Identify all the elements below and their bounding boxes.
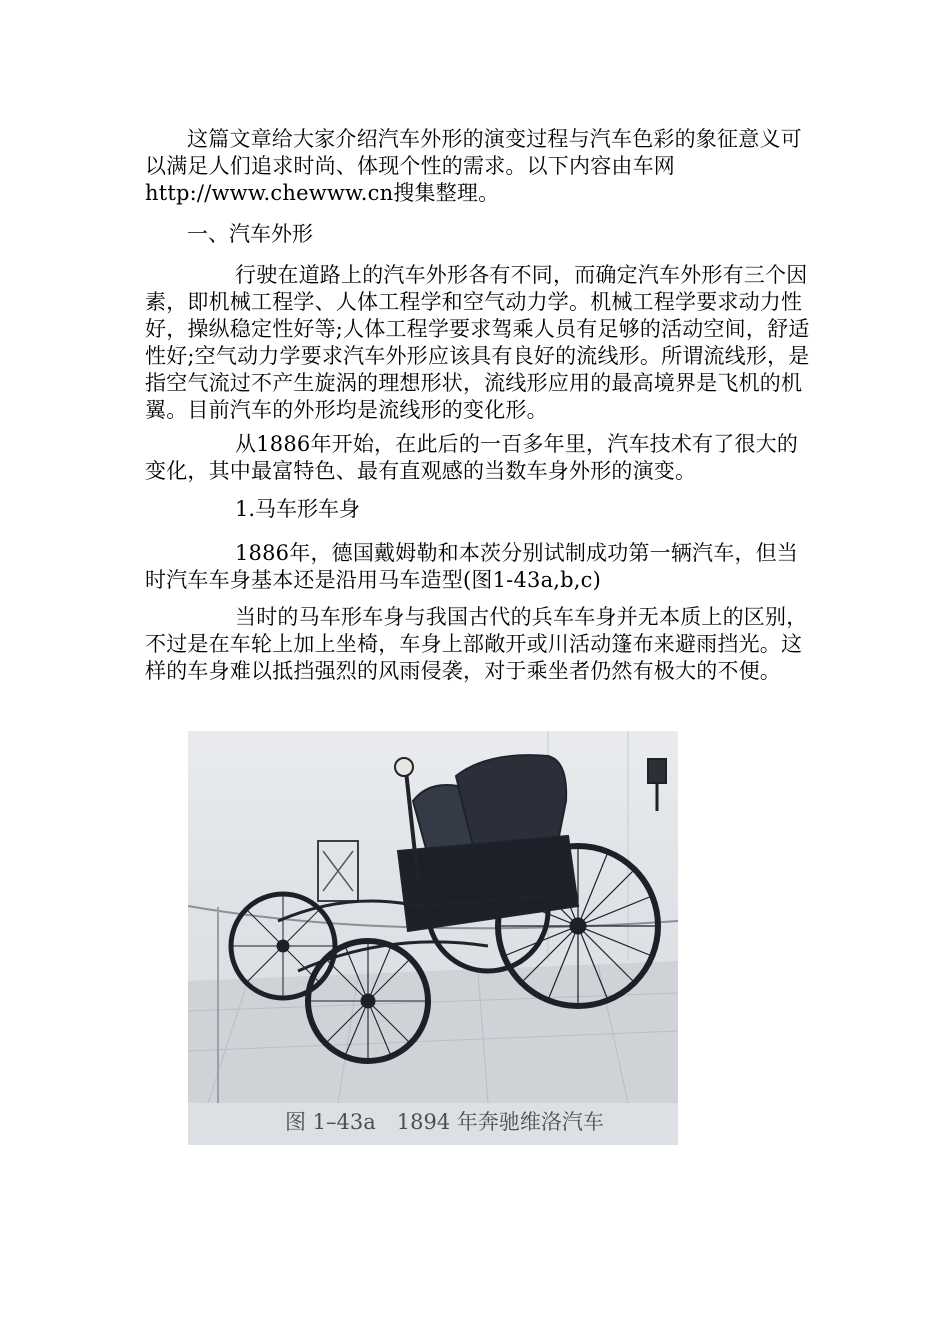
subheading-carriage-body: 1.马车形车身 [235,497,361,521]
vintage-car-photo [188,731,678,1145]
paragraph-3: 1886年，德国戴姆勒和本茨分别试制成功第一辆汽车，但当时汽车车身基本还是沿用马车造型(图1-43a,b,c) [145,541,799,592]
paragraph-1: 行驶在道路上的汽车外形各有不同，而确定汽车外形有三个因素，即机械工程学、人体工程学和空气动力学。机械工程学要求动力性好，操纵稳定性好等;人体工程学要求驾乘人员有足够的活动空间，舒适性好;空气动力学要求汽车外形应该具有良好的流线形。所谓流线形，是指空气流过不产生旋涡的理想形状，流线形应用的最高境界是飞机的机翼。目前汽车的外形均是流线形的变化形。 [145,263,810,422]
figure-benz-velo [188,731,678,1145]
figure-caption: 图 1–43a 1894 年奔驰维洛汽车 [285,1110,604,1134]
paragraph-4: 当时的马车形车身与我国古代的兵车车身并无本质上的区别，不过是在车轮上加上坐椅，车身上部敞开或川活动篷布来避雨挡光。这样的车身难以抵挡强烈的风雨侵袭，对于乘坐者仍然有极大的不便。 [145,605,808,683]
intro-paragraph: 这篇文章给大家介绍汽车外形的演变过程与汽车色彩的象征意义可以满足人们追求时尚、体现个性的需求。以下内容由车网http://www.chewww.cn搜集整理。 [145,127,802,205]
paragraph-2: 从1886年开始，在此后的一百多年里，汽车技术有了很大的变化，其中最富特色、最有直观感的当数车身外形的演变。 [145,432,799,483]
section-heading: 一、汽车外形 [187,222,313,246]
